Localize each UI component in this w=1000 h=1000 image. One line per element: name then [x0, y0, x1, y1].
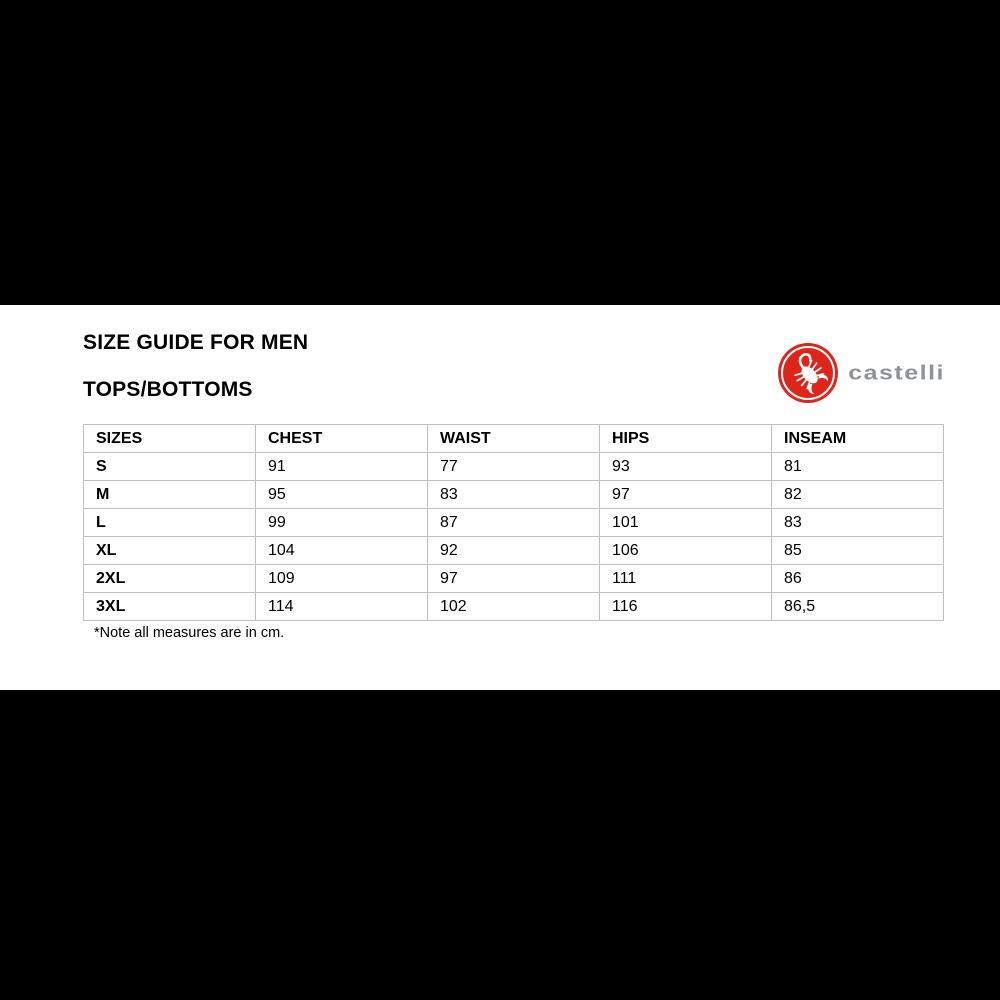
hips-value: 93 [600, 453, 772, 481]
table-row-m [84, 481, 944, 509]
inseam-value: 82 [772, 481, 944, 509]
chest-value: 99 [256, 509, 428, 537]
inseam-value: 86,5 [772, 593, 944, 621]
page-title: SIZE GUIDE FOR MEN [83, 331, 309, 354]
chest-value: 114 [256, 593, 428, 621]
inseam-value: 85 [772, 537, 944, 565]
page-subtitle: TOPS/BOTTOMS [83, 378, 253, 401]
brand-wordmark: castelli [848, 361, 945, 385]
hips-value: 101 [600, 509, 772, 537]
col-header-chest: CHEST [256, 425, 428, 453]
table-row-2xl [84, 565, 944, 593]
waist-value: 87 [428, 509, 600, 537]
size-label: 3XL [84, 593, 256, 621]
waist-value: 77 [428, 453, 600, 481]
chest-value: 109 [256, 565, 428, 593]
waist-value: 102 [428, 593, 600, 621]
table-row-s [84, 453, 944, 481]
chest-value: 104 [256, 537, 428, 565]
table-row-xl [84, 537, 944, 565]
footnote: *Note all measures are in cm. [94, 625, 285, 641]
size-table [83, 424, 944, 621]
hips-value: 111 [600, 565, 772, 593]
scorpion-icon [777, 342, 839, 404]
hips-value: 106 [600, 537, 772, 565]
size-label: 2XL [84, 565, 256, 593]
hips-value: 116 [600, 593, 772, 621]
waist-value: 92 [428, 537, 600, 565]
size-guide-panel [0, 305, 1000, 690]
chest-value: 95 [256, 481, 428, 509]
brand-logo [777, 342, 945, 404]
inseam-value: 81 [772, 453, 944, 481]
waist-value: 97 [428, 565, 600, 593]
col-header-waist: WAIST [428, 425, 600, 453]
chest-value: 91 [256, 453, 428, 481]
inseam-value: 86 [772, 565, 944, 593]
size-label: S [84, 453, 256, 481]
size-label: L [84, 509, 256, 537]
col-header-hips: HIPS [600, 425, 772, 453]
hips-value: 97 [600, 481, 772, 509]
table-row-l [84, 509, 944, 537]
inseam-value: 83 [772, 509, 944, 537]
table-header-row [84, 425, 944, 453]
col-header-sizes: SIZES [84, 425, 256, 453]
size-label: M [84, 481, 256, 509]
table-row-3xl [84, 593, 944, 621]
size-label: XL [84, 537, 256, 565]
col-header-inseam: INSEAM [772, 425, 944, 453]
waist-value: 83 [428, 481, 600, 509]
